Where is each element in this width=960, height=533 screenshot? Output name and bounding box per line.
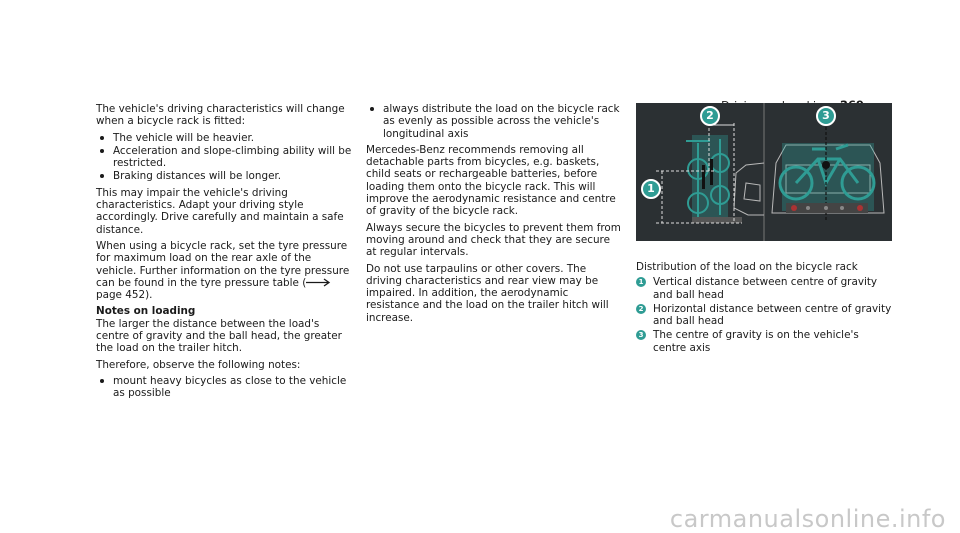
bullet [100, 149, 104, 153]
page-reference-link[interactable]: page 452). [96, 289, 153, 302]
bullet [100, 136, 104, 140]
callout-3: 3 [816, 106, 836, 126]
list-item-text: always distribute the load on the bicycle rack as evenly as possible across the vehicle's longitudinal axis [383, 103, 620, 140]
list-item [366, 103, 622, 140]
paragraph: When using a bicycle rack, set the tyre pressure for maximum load on the rear axle of the vehicle. Further information on the tyre pressure can be found in the tyre pressure table ( page 452). [96, 239, 350, 302]
bullet [370, 107, 374, 111]
paragraph: Always secure the bicycles to prevent them from moving around and check that they are secure at regular intervals. [366, 221, 621, 259]
watermark: carmanualsonline.info [669, 505, 946, 533]
car-side-view [734, 163, 764, 215]
column-1 [96, 103, 352, 404]
list-item-text: The vehicle will be heavier. [113, 131, 255, 144]
figure-caption: Distribution of the load on the bicycle rack [636, 261, 858, 273]
paragraph: The larger the distance between the load's centre of gravity and the ball head, the greater the load on the trailer hitch. [96, 317, 342, 355]
callout-1: 1 [641, 179, 661, 199]
paragraph-text: When using a bicycle rack, set the tyre pressure for maximum load on the rear axle of the vehicle. Further information on the tyre pressure can be found in the tyre pressure table [96, 239, 350, 289]
list-item [96, 170, 352, 182]
legend-item [636, 329, 892, 354]
legend-item-text: The centre of gravity is on the vehicle's centre axis [653, 329, 859, 354]
bullet [100, 379, 104, 383]
callout-2: 2 [700, 106, 720, 126]
bicycle-rack-illustration [636, 103, 892, 241]
bikes-rear-view [780, 127, 874, 221]
legend-item-text: Vertical distance between centre of gravity and ball head [653, 276, 878, 301]
list-item-text: Braking distances will be longer. [113, 170, 282, 183]
list-item [96, 132, 352, 144]
figure-caption-block [636, 261, 892, 354]
legend-item-text: Horizontal distance between centre of gravity and ball head [653, 302, 892, 328]
column-2 [366, 103, 622, 328]
number-badge: 1 [636, 277, 646, 287]
column-3 [636, 103, 892, 356]
paragraph: Do not use tarpaulins or other covers. The driving characteristics and rear view may be impaired. In addition, the aerodynamic resistance and the load on the trailer hitch will increase. [366, 262, 609, 324]
paragraph: Therefore, observe the following notes: [96, 358, 301, 371]
intro-text: The vehicle's driving characteristics will change when a bicycle rack is fitted: [96, 103, 345, 128]
number-badge: 2 [636, 304, 646, 314]
bicycle-rack-figure [636, 103, 892, 241]
paragraph: This may impair the vehicle's driving characteristics. Adapt your driving style accordingly. Drive carefully and maintain a safe distance. [96, 186, 344, 236]
section-heading: Notes on loading [96, 305, 196, 318]
bullet [100, 174, 104, 178]
list-item [96, 375, 352, 400]
number-badge: 3 [636, 330, 646, 340]
arrow-right-icon [306, 278, 332, 287]
list-item [96, 145, 352, 170]
notes-list [96, 375, 352, 400]
paragraph: Mercedes-Benz recommends removing all detachable parts from bicycles, e.g. baskets, child seats or rechargeable batteries, before loading them onto the bicycle rack. This will improve the aerodynamic resistance and centre of gravity of the bicycle rack. [366, 143, 616, 218]
legend-item [636, 303, 892, 328]
list-item-text: mount heavy bicycles as close to the vehicle as possible [113, 374, 347, 400]
legend-item [636, 276, 892, 301]
list-item-text: Acceleration and slope-climbing ability will be restricted. [113, 144, 352, 170]
effects-list [96, 132, 352, 183]
notes-list-continued [366, 103, 622, 140]
